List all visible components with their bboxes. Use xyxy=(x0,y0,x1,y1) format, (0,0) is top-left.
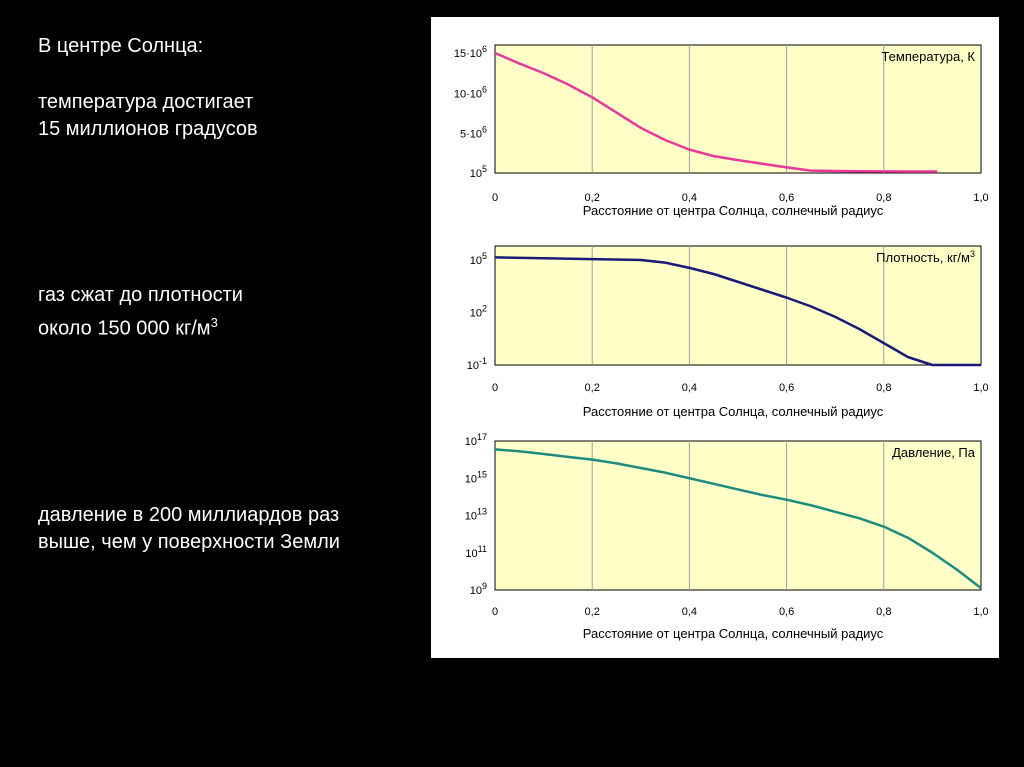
density-text xyxy=(38,282,243,343)
x-tick-label: 0,6 xyxy=(778,192,795,204)
density-line-2 xyxy=(38,309,243,343)
x-tick-label: 0,8 xyxy=(876,192,892,204)
x-tick-label: 0,8 xyxy=(876,606,892,618)
y-tick-label xyxy=(470,164,487,180)
y-tick-exponent: 5 xyxy=(481,251,487,261)
pressure-text xyxy=(38,502,340,556)
y-tick-exponent: 6 xyxy=(481,124,487,135)
x-tick-label: 0,8 xyxy=(876,382,892,394)
x-tick-label: 1,0 xyxy=(973,192,989,204)
y-tick-exponent: 6 xyxy=(481,44,487,54)
heading: В центре Солнца: xyxy=(38,35,204,57)
y-tick-exponent: 9 xyxy=(481,581,487,591)
x-axis-label: Расстояние от центра Солнца, солнечный радиус xyxy=(582,404,884,419)
chart-1 xyxy=(454,44,989,218)
density-unit-exponent: 3 xyxy=(210,315,218,330)
density-line-1: газ сжат до плотности xyxy=(38,284,243,306)
y-tick-label xyxy=(470,581,487,597)
x-tick-label: 1,0 xyxy=(973,382,989,394)
y-tick-label xyxy=(465,432,487,448)
y-tick-exponent: 15 xyxy=(476,469,487,480)
y-tick-exponent: -1 xyxy=(478,356,487,366)
y-tick-exponent: 17 xyxy=(476,432,487,442)
y-tick-base: 10 xyxy=(464,436,477,448)
y-tick-base: 15·10 xyxy=(453,48,482,60)
x-tick-label: 0 xyxy=(491,606,499,618)
x-tick-label: 0,2 xyxy=(584,192,600,204)
y-tick-label xyxy=(465,469,487,485)
x-tick-label: 1,0 xyxy=(973,606,989,618)
chart-title xyxy=(876,249,975,265)
chart-title xyxy=(881,49,975,64)
density-line-2-text: около 150 000 кг/м xyxy=(38,317,211,340)
temperature-line-2: 15 миллионов градусов xyxy=(38,118,258,140)
x-tick-label: 0,4 xyxy=(681,382,698,394)
x-tick-label: 0,4 xyxy=(681,192,698,204)
y-tick-exponent: 6 xyxy=(481,84,487,95)
x-tick-label: 0,6 xyxy=(778,606,795,618)
temperature-line-1: температура достигает xyxy=(38,91,254,113)
chart-title-text: Плотность, кг/м xyxy=(876,250,970,265)
x-tick-label: 0,4 xyxy=(681,606,698,618)
y-tick-base: 10 xyxy=(465,547,478,560)
temperature-text xyxy=(38,89,258,143)
chart-2 xyxy=(467,246,989,419)
chart-title xyxy=(892,445,976,460)
y-tick-base: 10·10 xyxy=(453,88,482,101)
y-tick-exponent: 5 xyxy=(481,164,487,174)
y-tick-base: 10 xyxy=(469,255,482,267)
y-tick-label xyxy=(454,44,487,60)
y-tick-base: 10 xyxy=(469,585,482,597)
y-tick-exponent: 2 xyxy=(481,303,487,314)
y-tick-base: 10 xyxy=(469,307,482,320)
chart-title-exponent: 3 xyxy=(969,249,975,259)
y-tick-base: 10 xyxy=(464,510,477,523)
pressure-line-1: давление в 200 миллиардов раз xyxy=(38,504,340,526)
x-tick-label: 0,6 xyxy=(778,382,795,394)
chart-title-text: Температура, К xyxy=(881,49,975,64)
y-tick-exponent: 11 xyxy=(477,543,487,554)
x-axis-label: Расстояние от центра Солнца, солнечный радиус xyxy=(582,203,884,218)
y-tick-label xyxy=(465,507,487,523)
charts-svg xyxy=(431,17,999,658)
y-tick-label xyxy=(465,544,487,560)
y-tick-label xyxy=(470,304,487,320)
x-tick-label: 0 xyxy=(491,382,499,394)
y-tick-exponent: 13 xyxy=(476,506,487,517)
x-tick-label: 0,2 xyxy=(584,606,600,618)
chart-title-text: Давление, Па xyxy=(892,445,975,460)
x-tick-label: 0,2 xyxy=(584,382,600,394)
chart-3 xyxy=(465,432,989,641)
y-tick-base: 10 xyxy=(466,360,479,372)
plot-area xyxy=(495,45,981,173)
y-tick-label xyxy=(467,356,487,372)
charts-panel xyxy=(431,17,999,658)
x-tick-label: 0 xyxy=(491,192,499,204)
y-tick-base: 10 xyxy=(469,168,482,180)
y-tick-label xyxy=(454,84,487,100)
plot-area xyxy=(495,441,981,590)
y-tick-label xyxy=(470,251,487,267)
pressure-line-2: выше, чем у поверхности Земли xyxy=(38,531,340,553)
y-tick-label xyxy=(460,125,487,141)
y-tick-base: 10 xyxy=(464,473,477,486)
x-axis-label: Расстояние от центра Солнца, солнечный радиус xyxy=(582,626,884,641)
y-tick-base: 5·10 xyxy=(459,128,482,141)
